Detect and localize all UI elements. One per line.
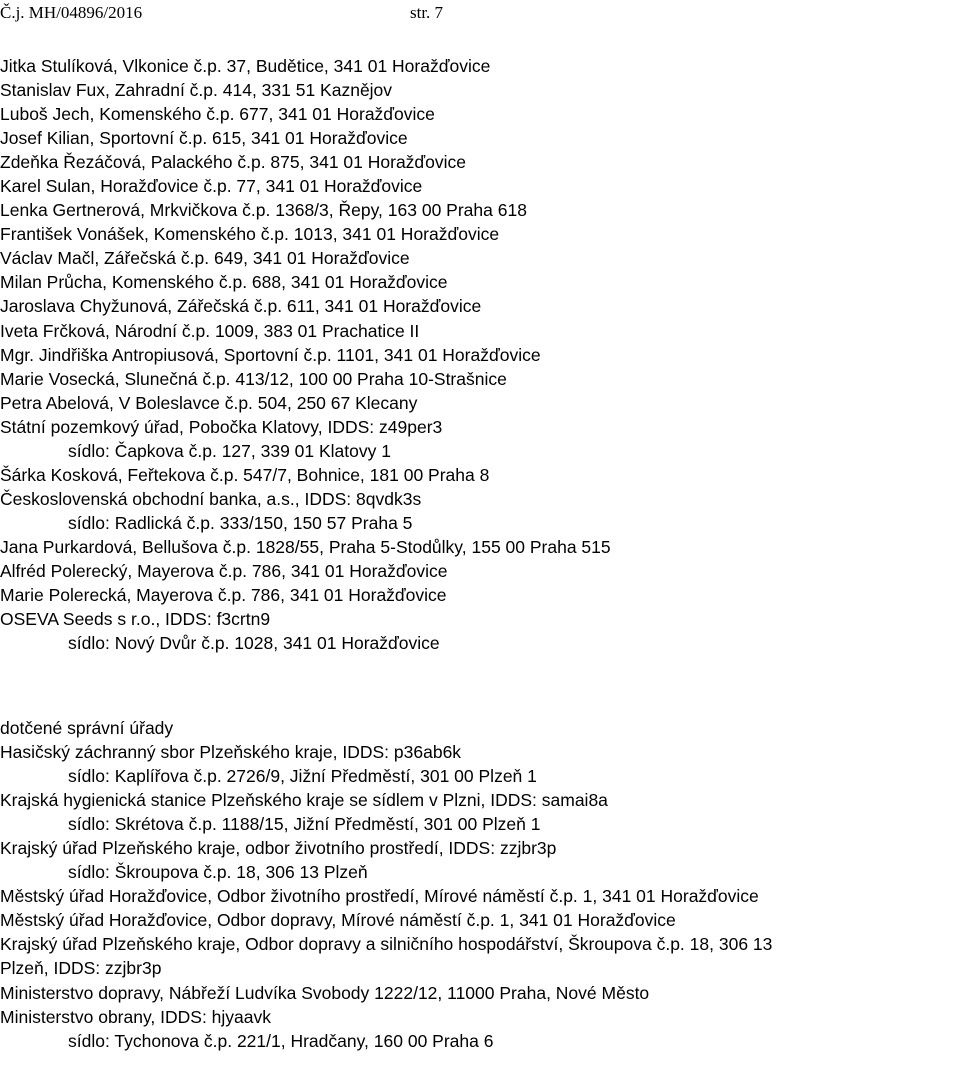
authority-line: Krajská hygienická stanice Plzeňského kraje se sídlem v Plzni, IDDS: samai8a [0,790,608,811]
recipient-line-address: sídlo: Radlická č.p. 333/150, 150 57 Praha 5 [68,512,413,533]
authority-line: Ministerstvo dopravy, Nábřeží Ludvíka Svobody 1222/12, 11000 Praha, Nové Město [0,982,650,1003]
authority-line: Hasičský záchranný sbor Plzeňského kraje, IDDS: p36ab6k [0,742,462,763]
authority-line: dotčené správní úřady [0,718,174,738]
recipient-line: Státní pozemkový úřad, Pobočka Klatovy, IDDS: z49per3 [0,416,443,437]
authority-line-address: sídlo: Tychonova č.p. 221/1, Hradčany, 160 00 Praha 6 [68,1030,494,1051]
recipient-line: Československá obchodní banka, a.s., IDDS: 8qvdk3s [0,488,422,509]
recipient-line: Jaroslava Chyžunová, Zářečská č.p. 611, 341 01 Horažďovice [0,296,482,317]
authorities-list [0,716,772,1053]
authority-line: Městský úřad Horažďovice, Odbor životního prostředí, Mírové náměstí č.p. 1, 341 01 Horažďovice [0,886,759,907]
page-number: str. 7 [410,3,444,22]
recipient-line: Karel Sulan, Horažďovice č.p. 77, 341 01 Horažďovice [0,176,423,197]
authority-line-address: sídlo: Škroupova č.p. 18, 306 13 Plzeň [68,862,368,883]
authority-line: Krajský úřad Plzeňského kraje, odbor životního prostředí, IDDS: zzjbr3p [0,838,557,859]
recipient-line: Jitka Stulíková, Vlkonice č.p. 37, Budětice, 341 01 Horažďovice [0,56,491,76]
recipient-line: Václav Mačl, Zářečská č.p. 649, 341 01 Horažďovice [0,248,410,269]
authority-line: Krajský úřad Plzeňského kraje, Odbor dopravy a silničního hospodářství, Škroupova č.p. 18, 306 13 [0,934,773,955]
recipient-line: Mgr. Jindřiška Antropiusová, Sportovní č.p. 1101, 341 01 Horažďovice [0,344,541,365]
recipient-line: Luboš Jech, Komenského č.p. 677, 341 01 Horažďovice [0,104,435,125]
recipient-line: Milan Průcha, Komenského č.p. 688, 341 01 Horažďovice [0,272,448,293]
recipients-list [0,54,611,655]
recipient-line: Josef Kilian, Sportovní č.p. 615, 341 01 Horažďovice [0,128,408,149]
recipient-line-address: sídlo: Čapkova č.p. 127, 339 01 Klatovy 1 [68,440,391,461]
authority-line-address: sídlo: Skrétova č.p. 1188/15, Jižní Předměstí, 301 00 Plzeň 1 [68,814,541,835]
recipient-line: Petra Abelová, V Boleslavce č.p. 504, 250 67 Klecany [0,392,418,413]
recipient-line: František Vonášek, Komenského č.p. 1013, 341 01 Horažďovice [0,224,500,245]
authority-line: Ministerstvo obrany, IDDS: hjyaavk [0,1006,272,1027]
reference-number: Č.j. MH/04896/2016 [0,3,143,22]
recipient-line: Zdeňka Řezáčová, Palackého č.p. 875, 341 01 Horažďovice [0,152,467,173]
authority-line-address: sídlo: Kaplířova č.p. 2726/9, Jižní Předměstí, 301 00 Plzeň 1 [68,766,537,787]
recipient-line: Lenka Gertnerová, Mrkvičkova č.p. 1368/3, Řepy, 163 00 Praha 618 [0,200,527,221]
recipient-line: Marie Polerecká, Mayerova č.p. 786, 341 01 Horažďovice [0,585,447,606]
authority-line: Městský úřad Horažďovice, Odbor dopravy, Mírové náměstí č.p. 1, 341 01 Horažďovice [0,910,676,931]
authority-line: Plzeň, IDDS: zzjbr3p [0,958,162,979]
recipient-line: Alfréd Polerecký, Mayerova č.p. 786, 341 01 Horažďovice [0,560,448,581]
recipient-line: Jana Purkardová, Bellušova č.p. 1828/55, Praha 5-Stodůlky, 155 00 Praha 515 [0,536,611,557]
page-header [0,2,960,24]
recipient-line-address: sídlo: Nový Dvůr č.p. 1028, 341 01 Horažďovice [68,633,440,654]
recipient-line: Marie Vosecká, Slunečná č.p. 413/12, 100 00 Praha 10-Strašnice [0,368,507,389]
recipient-line: Šárka Kosková, Feřtekova č.p. 547/7, Bohnice, 181 00 Praha 8 [0,464,490,485]
recipient-line: OSEVA Seeds s r.o., IDDS: f3crtn9 [0,609,271,630]
recipient-line: Stanislav Fux, Zahradní č.p. 414, 331 51 Kaznějov [0,80,393,101]
recipient-line: Iveta Frčková, Národní č.p. 1009, 383 01 Prachatice II [0,320,420,341]
